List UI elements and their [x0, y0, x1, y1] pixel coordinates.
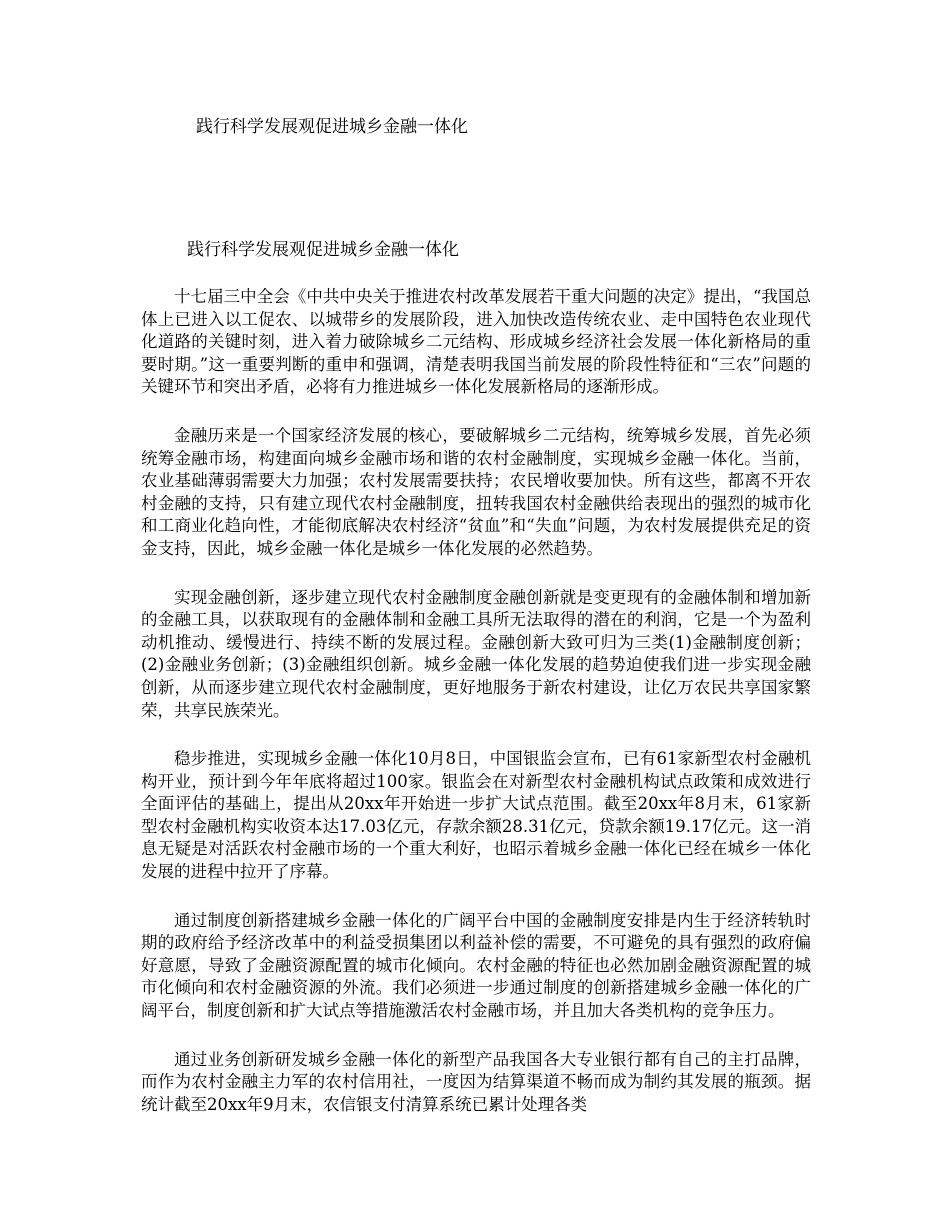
- paragraph-1: 十七届三中全会《中共中央关于推进农村改革发展若干重大问题的决定》提出，“我国总体上已进入以工促农、以城带乡的发展阶段，进入加快改造传统农业、走中国特色农业现代化道路的关键时刻，进入着力破除城乡二元结构、形成城乡经济社会发展一体化新格局的重要时期。”这一重要判断的重申和强调，清楚表明我国当前发展的阶段性特征和“三农”问题的关键环节和突出矛盾，必将有力推进城乡一体化发展新格局的逐渐形成。: [141, 287, 811, 397]
- paragraph-3: 实现金融创新，逐步建立现代农村金融制度金融创新就是变更现有的金融体制和增加新的金融工具，以获取现有的金融体制和金融工具所无法取得的潜在的利润，它是一个为盈利动机推动、缓慢进行、持续不断的发展过程。金融创新大致可归为三类(1)金融制度创新；(2)金融业务创新；(3)金融组织创新。城乡金融一体化发展的趋势迫使我们进一步实现金融创新，从而逐步建立现代农村金融制度，更好地服务于新农村建设，让亿万农民共享国家繁荣，共享民族荣光。: [141, 587, 811, 720]
- document-body: [141, 286, 811, 1142]
- page-title: 践行科学发展观促进城乡金融一体化: [196, 117, 468, 137]
- paragraph-4: 稳步推进，实现城乡金融一体化10月8日，中国银监会宣布，已有61家新型农村金融机构开业，预计到今年年底将超过100家。银监会在对新型农村金融机构试点政策和成效进行全面评估的基础上，提出从20xx年开始进一步扩大试点范围。截至20xx年8月末，61家新型农村金融机构实收资本达17.03亿元，存款余额28.31亿元，贷款余额19.17亿元。这一消息无疑是对活跃农村金融市场的一个重大利好，也昭示着城乡金融一体化已经在城乡一体化发展的进程中拉开了序幕。: [141, 749, 811, 882]
- paragraph-2: 金融历来是一个国家经济发展的核心，要破解城乡二元结构，统筹城乡发展，首先必须统筹金融市场，构建面向城乡金融市场和谐的农村金融制度，实现城乡金融一体化。当前，农业基础薄弱需要大力加强；农村发展需要扶持；农民增收要加快。所有这些，都离不开农村金融的支持，只有建立现代农村金融制度，扭转我国农村金融供给表现出的强烈的城市化和工商业化趋向性，才能彻底解决农村经济“贫血”和“失血”问题，为农村发展提供充足的资金支持，因此，城乡金融一体化是城乡一体化发展的必然趋势。: [141, 425, 811, 558]
- document-heading: 践行科学发展观促进城乡金融一体化: [187, 240, 459, 260]
- paragraph-6: 通过业务创新研发城乡金融一体化的新型产品我国各大专业银行都有自己的主打品牌，而作为农村金融主力军的农村信用社，一度因为结算渠道不畅而成为制约其发展的瓶颈。据统计截至20xx年9月末，农信银支付清算系统已累计处理各类: [141, 1049, 811, 1114]
- paragraph-5: 通过制度创新搭建城乡金融一体化的广阔平台中国的金融制度安排是内生于经济转轨时期的政府给予经济改革中的利益受损集团以利益补偿的需要，不可避免的具有强烈的政府偏好意愿，导致了金融资源配置的城市化倾向。农村金融的特征也必然加剧金融资源配置的城市化倾向和农村金融资源的外流。我们必须进一步通过制度的创新搭建城乡金融一体化的广阔平台，制度创新和扩大试点等措施激活农村金融市场，并且加大各类机构的竞争压力。: [141, 910, 811, 1021]
